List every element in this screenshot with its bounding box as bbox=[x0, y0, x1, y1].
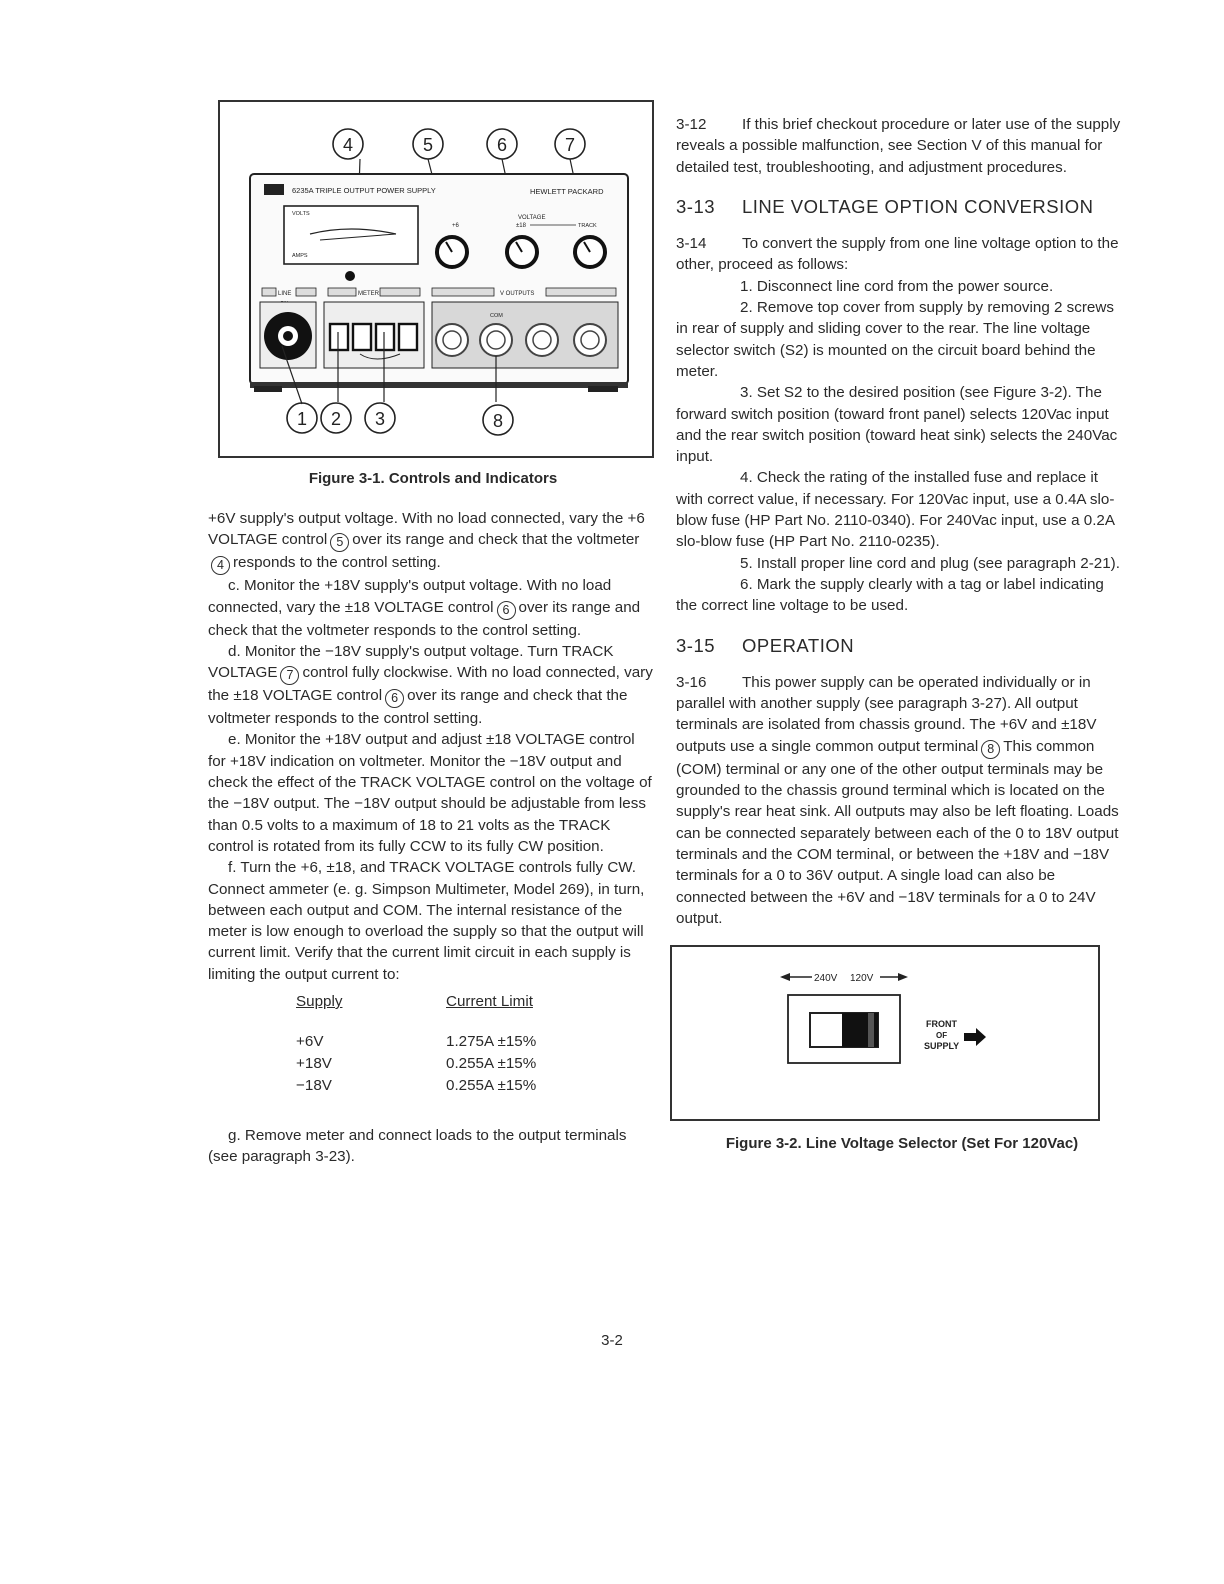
paragraph-c: c. Monitor the +18V supply's output voltage. With no load connected, vary the ±18 VOLTAGE control 6 over its range and check that the voltmeter responds to the control setting. bbox=[208, 577, 641, 639]
figure-3-2 bbox=[670, 945, 1100, 1121]
line-voltage-selector-illustration bbox=[672, 947, 1098, 1119]
pm18-voltage-knob bbox=[507, 237, 537, 267]
ref-circle: 5 bbox=[330, 533, 349, 552]
arrow-right-icon bbox=[964, 1028, 986, 1046]
table-row: −18V 0.255A ±15% bbox=[296, 1077, 537, 1095]
right-column bbox=[676, 114, 1128, 1154]
paragraph-3-14: 3-14 To convert the supply from one line voltage option to the other, proceed as follows: bbox=[676, 235, 1119, 274]
svg-text:SUPPLY: SUPPLY bbox=[924, 1041, 960, 1052]
step-6: 6. Mark the supply clearly with a tag or label indicating the correct line voltage to be used. bbox=[676, 575, 1104, 615]
paragraph-3-12: 3-12 If this brief checkout procedure or later use of the supply reveals a possible malfunction, see Section V of this manual for detailed test, troubleshooting, and adjustment procedures. bbox=[676, 116, 1121, 176]
heading-3-15: 3-15 OPERATION bbox=[676, 634, 855, 656]
label-120v: 120V bbox=[850, 973, 874, 985]
header-supply: Supply bbox=[296, 993, 343, 1011]
callout-3 bbox=[365, 403, 395, 433]
callout-1 bbox=[287, 403, 317, 433]
svg-text:6: 6 bbox=[496, 135, 508, 155]
svg-text:FRONT: FRONT bbox=[926, 1019, 957, 1030]
paragraph-g: g. Remove meter and connect loads to the output terminals (see paragraph 3-23). bbox=[208, 1127, 627, 1166]
table-row: +18V 0.255A ±15% bbox=[296, 1055, 537, 1073]
svg-text:COM: COM bbox=[490, 313, 503, 319]
meter-selector-buttons bbox=[324, 302, 424, 368]
svg-text:V OUTPUTS: V OUTPUTS bbox=[500, 291, 535, 297]
current-limit-table bbox=[208, 991, 656, 1097]
step-1: 1. Disconnect line cord from the power source. bbox=[740, 277, 1054, 295]
svg-text:VOLTAGE: VOLTAGE bbox=[518, 215, 546, 221]
svg-text:+6: +6 bbox=[452, 223, 459, 229]
ref-circle: 7 bbox=[280, 666, 299, 685]
svg-text:AMPS: AMPS bbox=[292, 253, 308, 259]
svg-text:VOLTS: VOLTS bbox=[292, 211, 310, 217]
step-4: 4. Check the rating of the installed fuse and replace it with correct value, if necessary. For 120Vac input, use a 0.4A slo-blow fuse (HP Part No. 2110-0340). For 240Vac input, use a 0.2A slo-blow fuse (HP Part No. 2110-0235). bbox=[676, 469, 1115, 551]
table-header bbox=[208, 991, 656, 1013]
ref-circle: 6 bbox=[497, 601, 516, 620]
figure-3-1 bbox=[218, 100, 654, 458]
svg-text:METER: METER bbox=[358, 291, 379, 297]
ref-circle: 6 bbox=[385, 689, 404, 708]
output-terminals bbox=[432, 302, 618, 368]
ref-circle: 8 bbox=[981, 740, 1000, 759]
paragraph-d: d. Monitor the −18V supply's output voltage. Turn TRACK VOLTAGE 7 control fully clockwise. With no load connected, vary the ±18 VOLTAGE control 6 over its range and check that the voltmeter responds to the control setting. bbox=[208, 642, 653, 728]
track-voltage-knob bbox=[575, 237, 605, 267]
figure-3-2-caption: Figure 3-2. Line Voltage Selector (Set For 120Vac) bbox=[725, 1135, 1079, 1153]
line-power-switch bbox=[260, 302, 316, 368]
svg-text:4: 4 bbox=[342, 135, 354, 155]
table-row: +6V 1.275A ±15% bbox=[296, 1033, 537, 1051]
svg-text:1: 1 bbox=[296, 409, 308, 429]
left-body-text bbox=[208, 508, 656, 1168]
panel-model-label: 6235A TRIPLE OUTPUT POWER SUPPLY bbox=[292, 186, 436, 195]
instrument-panel bbox=[250, 174, 628, 392]
callout-8 bbox=[483, 405, 513, 435]
step-5: 5. Install proper line cord and plug (see paragraph 2-21). bbox=[740, 554, 1120, 572]
svg-text:3: 3 bbox=[374, 409, 386, 429]
plus6-voltage-knob bbox=[437, 237, 467, 267]
svg-text:5: 5 bbox=[422, 135, 434, 155]
callout-2 bbox=[321, 403, 351, 433]
svg-text:7: 7 bbox=[564, 135, 576, 155]
front-panel-illustration bbox=[220, 102, 652, 456]
paragraph-e: e. Monitor the +18V output and adjust ±18 VOLTAGE control for +18V indication on voltmeter. Monitor the −18V output and check the effect of the TRACK VOLTAGE control on the voltage of the −18V output. The −18V output should be adjustable from less than 0.5 volts to a maximum of 18 to 21 volts as the TRACK control is rotated from its fully CCW to its fully CW position. bbox=[208, 731, 652, 855]
label-240v: 240V bbox=[814, 973, 838, 985]
paragraph-3-16: 3-16 This power supply can be operated individually or in parallel with another supply (see paragraph 3-27). All output terminals are isolated from chassis ground. The +6V and ±18V outputs use a single common output terminal 8 This common (COM) terminal or any one of the other output terminals may be grounded to the chassis ground terminal which is located on the supply's rear heat sink. All outputs may also be left floating. Loads can be connected separately between each of the 0 to 18V output terminals and the COM terminal, or between the +18V and −18V terminals for a 0 to 36V output. A single load can also be connected between the +6V and −18V terminals for a 0 to 24V output. bbox=[676, 673, 1119, 927]
page-number: 3-2 bbox=[601, 1332, 623, 1349]
paragraph-b-continued: +6V supply's output voltage. With no load connected, vary the +6 VOLTAGE control 5 over its range and check that the voltmeter4 responds to the control setting. bbox=[208, 508, 656, 575]
svg-text:OF: OF bbox=[936, 1031, 948, 1041]
step-2: 2. Remove top cover from supply by removing 2 screws in rear of supply and sliding cover to the rear. The line voltage selector switch (S2) is mounted on the circuit board behind the meter. bbox=[676, 299, 1114, 380]
panel-brand-label: HEWLETT PACKARD bbox=[530, 187, 604, 196]
header-current-limit: Current Limit bbox=[446, 993, 533, 1011]
heading-3-13: 3-13 LINE VOLTAGE OPTION CONVERSION bbox=[676, 195, 1094, 217]
svg-text:±18: ±18 bbox=[516, 223, 526, 229]
ref-circle: 4 bbox=[211, 556, 230, 575]
svg-text:2: 2 bbox=[330, 409, 342, 429]
selector-switch bbox=[788, 995, 900, 1063]
step-3: 3. Set S2 to the desired position (see Figure 3-2). The forward switch position (toward front panel) selects 120Vac input and the rear switch position (toward heat sink) selects the 240Vac input. bbox=[676, 384, 1118, 466]
figure-3-1-caption: Figure 3-1. Controls and Indicators bbox=[308, 470, 558, 487]
paragraph-f: f. Turn the +6, ±18, and TRACK VOLTAGE controls fully CW. Connect ammeter (e. g. Simpson Multimeter, Model 269), in turn, between each output and COM. The internal resistance of the meter is low enough to overload the supply so that the output will current limit. Verify that the current limit circuit in each supply is limiting the output current to: bbox=[208, 859, 645, 983]
svg-text:LINE: LINE bbox=[278, 291, 292, 297]
svg-text:TRACK: TRACK bbox=[578, 223, 597, 229]
svg-text:8: 8 bbox=[492, 411, 504, 431]
